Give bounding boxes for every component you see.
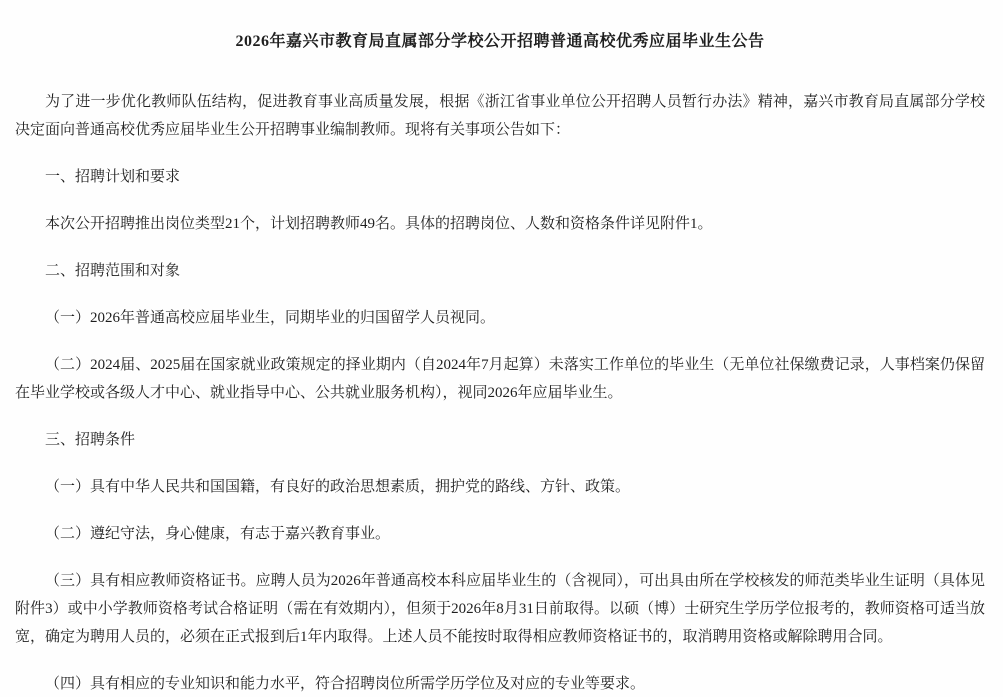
paragraph-plan-detail: 本次公开招聘推出岗位类型21个，计划招聘教师49名。具体的招聘岗位、人数和资格条件详见附件1。: [45, 216, 713, 232]
section-heading-scope-targets: 二、招聘范围和对象: [45, 263, 181, 279]
paragraph-scope-item-1: （一）2026年普通高校应届毕业生，同期毕业的归国留学人员视同。: [45, 310, 496, 326]
paragraph-requirement-3: （三）具有相应教师资格证书。应聘人员为2026年普通高校本科应届毕业生的（含视同），可出具由所在学校核发的师范类毕业生证明（具体见附件3）或中小学教师资格考试合格证明（需在有效期内），但须于2026年8月31日前取得。以硕（博）士研究生学历学位报考的，教师资格可适当放宽，确定为聘用人员的，必须在正式报到后1年内取得。上述人员不能按时取得相应教师资格证书的，取消聘用资格或解除聘用合同。: [15, 573, 985, 645]
paragraph-requirement-4: （四）具有相应的专业知识和能力水平，符合招聘岗位所需学历学位及对应的专业等要求。: [45, 676, 646, 692]
intro-paragraph: 为了进一步优化教师队伍结构，促进教育事业高质量发展，根据《浙江省事业单位公开招聘人员暂行办法》精神，嘉兴市教育局直属部分学校决定面向普通高校优秀应届毕业生公开招聘事业编制教师。现将有关事项公告如下：: [15, 94, 985, 138]
paragraph-requirement-1: （一）具有中华人民共和国国籍，有良好的政治思想素质，拥护党的路线、方针、政策。: [45, 479, 631, 495]
paragraph-requirement-2: （二）遵纪守法，身心健康，有志于嘉兴教育事业。: [45, 526, 391, 542]
section-heading-recruitment-plan: 一、招聘计划和要求: [45, 169, 181, 185]
paragraph-scope-item-2: （二）2024届、2025届在国家就业政策规定的择业期内（自2024年7月起算）未落实工作单位的毕业生（无单位社保缴费记录，人事档案仍保留在毕业学校或各级人才中心、就业指导中心、公共就业服务机构），视同2026年应届毕业生。: [15, 357, 985, 401]
document-title: 2026年嘉兴市教育局直属部分学校公开招聘普通高校优秀应届毕业生公告: [235, 33, 765, 50]
section-heading-requirements: 三、招聘条件: [45, 432, 136, 448]
